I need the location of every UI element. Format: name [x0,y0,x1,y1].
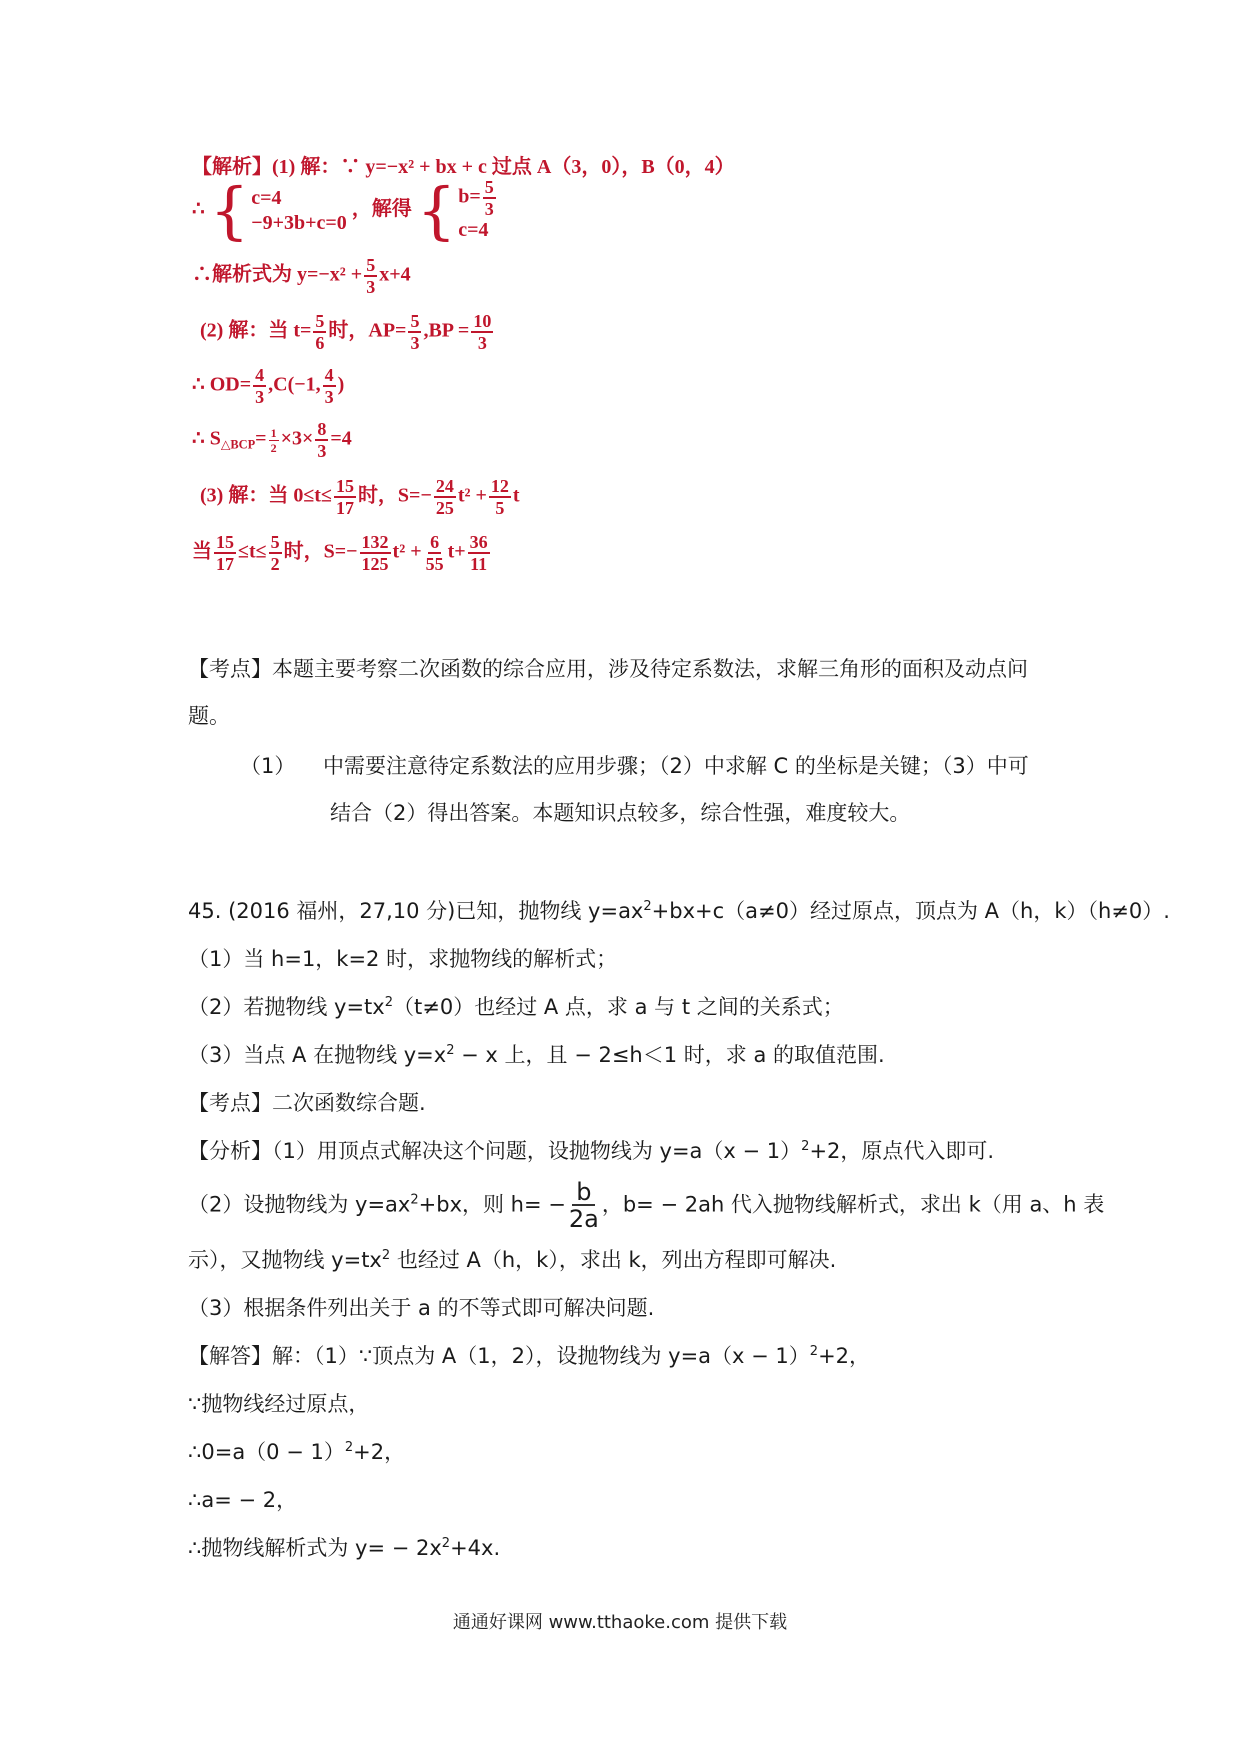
analysis-line-2: （2）设抛物线为 $y=ax^2+bx$，则 h= − $\frac{b}{2a}$ ，b= − 2ah 代入抛物线解析式，求出 k（用 a、h 表 [188,1178,1105,1233]
fraction: $\frac{24}{25}$ [435,476,454,518]
fraction: $\frac{12}{5}$ [490,476,509,518]
kaodian-line-2: 题。 [188,704,230,728]
solution-line-6: ∴ $S_{\triangle BCP}=$ $\frac{1}{2}$ ×3× $\frac{8}{3}$ =4 [192,419,352,461]
question-part-1: （1）当 h=1，k=2 时，求抛物线的解析式； [188,947,618,971]
fraction: $\frac{1}{2}$ [270,425,277,455]
answer-line-3: ∴0=a（0 − 1）$^2$+2， [188,1440,406,1464]
page-footer: 通通好课网 www.tthaoke.com 提供下载 [452,1612,788,1633]
solution-line-7: (3) 解：当 0≤t≤ $\frac{15}{17}$ 时，S=− $\frac{24}{25}$ t² + $\frac{12}{5}$ t [200,476,520,518]
analysis-line-3: 示），又抛物线 $y=tx^2$ 也经过 A（h，k），求出 k，列出方程即可解决. [188,1248,837,1272]
kaodian-line-4: 结合（2）得出答案。本题知识点较多，综合性强，难度较大。 [330,801,911,825]
fraction: $\frac{15}{17}$ [216,532,234,574]
answer-line-1: 【解答】解：（1）∵顶点为 A（1，2），设抛物线为 $y=a(x - 1)^2+2$， [188,1344,871,1368]
fraction: $\frac{8}{3}$ [317,419,327,461]
fraction: $\frac{5}{3}$ [366,255,376,297]
analysis-line-4: （3）根据条件列出关于 a 的不等式即可解决问题. [188,1296,655,1320]
fraction: $\frac{6}{55}$ [425,532,444,574]
question-part-3: （3）当点 A 在抛物线 $y=x^2 - x$ 上，且 − 2≤h＜1 时，求 a 的取值范围. [188,1043,885,1067]
equation-system-1: { c=4 −9+3b+c=0 [209,173,347,247]
fraction: $\frac{5}{6}$ [315,311,325,353]
fraction: $\frac{5}{3}$ [410,311,420,353]
solution-line-4: (2) 解：当 t= $\frac{5}{6}$ 时，AP= $\frac{5}{3}$ ,BP = $\frac{10}{3}$ [200,311,492,353]
brace-icon: { [209,173,250,247]
equation-system-2: { b= $\frac{5}{3}$ c=4 [416,173,494,247]
fraction: $\frac{36}{11}$ [469,532,488,574]
question-part-2: （2）若抛物线 $y=tx^2(t\ne 0)$也经过 A 点，求 a 与 t 之间的关系式； [188,995,844,1019]
kaodian-line-3: 中需要注意待定系数法的应用步骤；（2）中求解 C 的坐标是关键；（3）中可 [323,754,1029,778]
solution-line-1: 【解析】(1) 解：∵ y=−x² + bx + c 过点 A（3，0），B（0，4） [192,156,735,178]
analysis-label: 【解析】 [192,156,272,178]
kaodian-line-1: 【考点】本题主要考察二次函数的综合应用，涉及待定系数法，求解三角形的面积及动点问 [188,657,1028,681]
fraction: $\frac{b}{2a}$ [568,1178,599,1233]
answer-line-4: ∴a= − 2， [188,1488,298,1512]
brace-icon: { [416,173,457,247]
solution-line-8: 当 $\frac{15}{17}$ ≤t≤ $\frac{5}{2}$ 时，S=− $\frac{132}{125}$ t² + $\frac{6}{55}$ t+ $\frac{36}{11}$ [192,532,488,574]
kaodian-line-3-num: （1） [240,754,296,778]
fraction: $\frac{4}{3}$ [324,365,334,407]
analysis-line-1: 【分析】（1）用顶点式解决这个问题，设抛物线为 $y=a(x - 1)^2+2$，原点代入即可. [188,1139,995,1163]
solution-line-3: ∴解析式为 y=−x² + $\frac{5}{3}$ x+4 [192,255,411,297]
answer-line-5: ∴抛物线解析式为 $y= - 2x^2+4x$. [188,1536,501,1560]
question-kaodian: 【考点】二次函数综合题. [188,1091,426,1115]
solution-line-5: ∴ OD= $\frac{4}{3}$ ,C(−1, $\frac{4}{3}$ ) [192,365,345,407]
answer-line-2: ∵抛物线经过原点， [188,1392,370,1416]
fraction: $\frac{15}{17}$ [335,476,354,518]
fraction: $\frac{4}{3}$ [255,365,265,407]
fraction: $\frac{5}{2}$ [270,532,280,574]
solution-line-2: ∴ { c=4 −9+3b+c=0 ，解得 { b= $\frac{5}{3}$ c=4 [192,178,498,243]
fraction: $\frac{132}{125}$ [361,532,389,574]
question-45-stem: 45. (2016 福州，27,10 分)已知，抛物线 $y=ax^2+bx+c(a\ne 0)$经过原点，顶点为 A（h，k）（h≠0）. [188,899,1170,923]
fraction: $\frac{5}{3}$ [484,177,494,219]
fraction: $\frac{10}{3}$ [473,311,492,353]
